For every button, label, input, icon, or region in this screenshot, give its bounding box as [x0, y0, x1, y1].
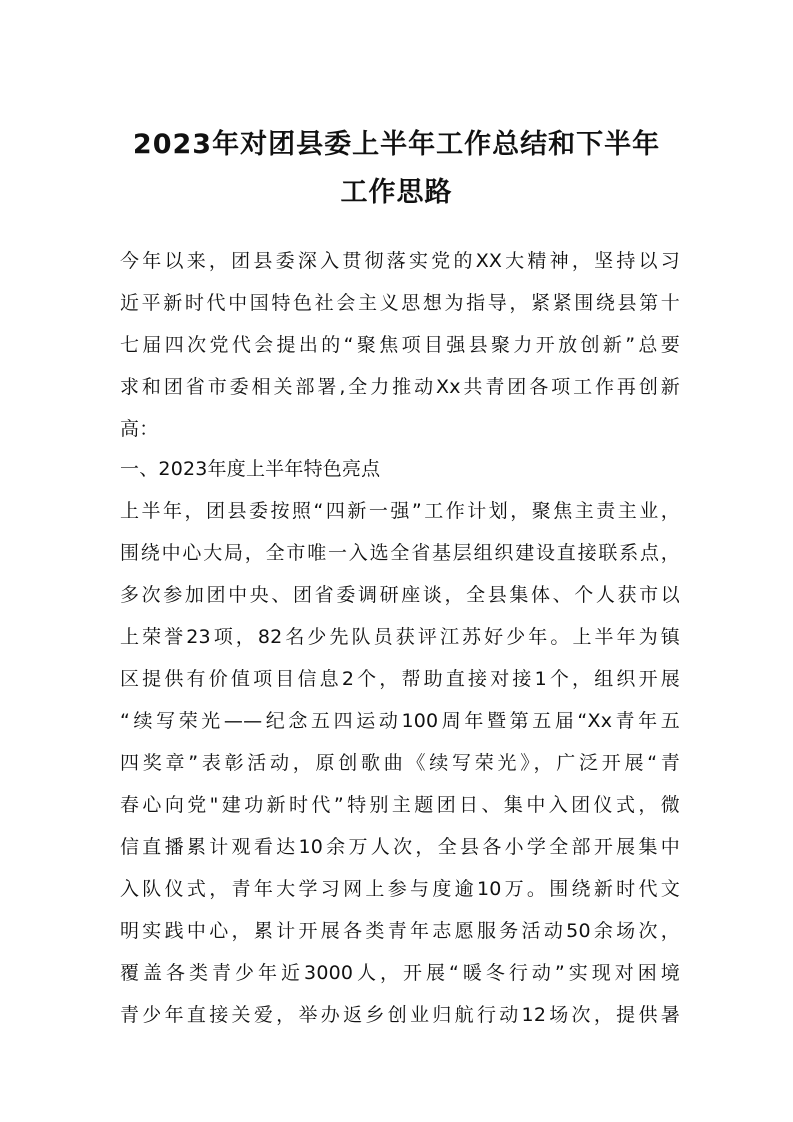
paragraph-line: 区提供有价值项目信息2个，帮助直接对接1个，组织开展: [120, 668, 680, 690]
paragraph-line: 今年以来，团县委深入贯彻落实党的XX大精神，坚持以习: [120, 250, 680, 272]
paragraph-line: 围绕中心大局，全市唯一入选全省基层组织建设直接联系点，: [120, 542, 680, 564]
paragraph-line: 七届四次党代会提出的“聚焦项目强县聚力开放创新”总要: [120, 334, 680, 356]
document-title-line-2: 工作思路: [340, 177, 453, 208]
paragraph-line: 高：: [120, 418, 159, 440]
paragraph-line: 上半年，团县委按照“四新一强”工作计划，聚焦主责主业，: [120, 500, 680, 522]
paragraph-line: 明实践中心，累计开展各类青年志愿服务活动50余场次，: [120, 920, 680, 942]
paragraph-line: 入队仪式，青年大学习网上参与度逾10万。围绕新时代文: [120, 878, 680, 900]
paragraph-line: 求和团省市委相关部署,全力推动Xx共青团各项工作再创新: [120, 376, 680, 398]
paragraph-line: 上荣誉23项，82名少先队员获评江苏好少年。上半年为镇: [120, 626, 680, 648]
paragraph-line: 青少年直接关爱，举办返乡创业归航行动12场次，提供暑: [120, 1004, 680, 1026]
paragraph-line: 四奖章”表彰活动，原创歌曲《续写荣光》，广泛开展“青: [120, 752, 680, 774]
document-title-line-1: 2023年对团县委上半年工作总结和下半年: [132, 129, 661, 160]
paragraph-line: 覆盖各类青少年近3000人，开展“暖冬行动”实现对困境: [120, 962, 680, 984]
paragraph-line: 春心向党"建功新时代”特别主题团日、集中入团仪式，微: [120, 794, 680, 816]
paragraph-line: 多次参加团中央、团省委调研座谈，全县集体、个人获市以: [120, 584, 680, 606]
paragraph-line: 信直播累计观看达10余万人次，全县各小学全部开展集中: [120, 836, 680, 858]
paragraph-line: “续写荣光——纪念五四运动100周年暨第五届“Xx青年五: [120, 710, 680, 732]
paragraph-line: 近平新时代中国特色社会主义思想为指导，紧紧围绕县第十: [120, 292, 680, 314]
section-heading: 一、2023年度上半年特色亮点: [120, 458, 381, 480]
